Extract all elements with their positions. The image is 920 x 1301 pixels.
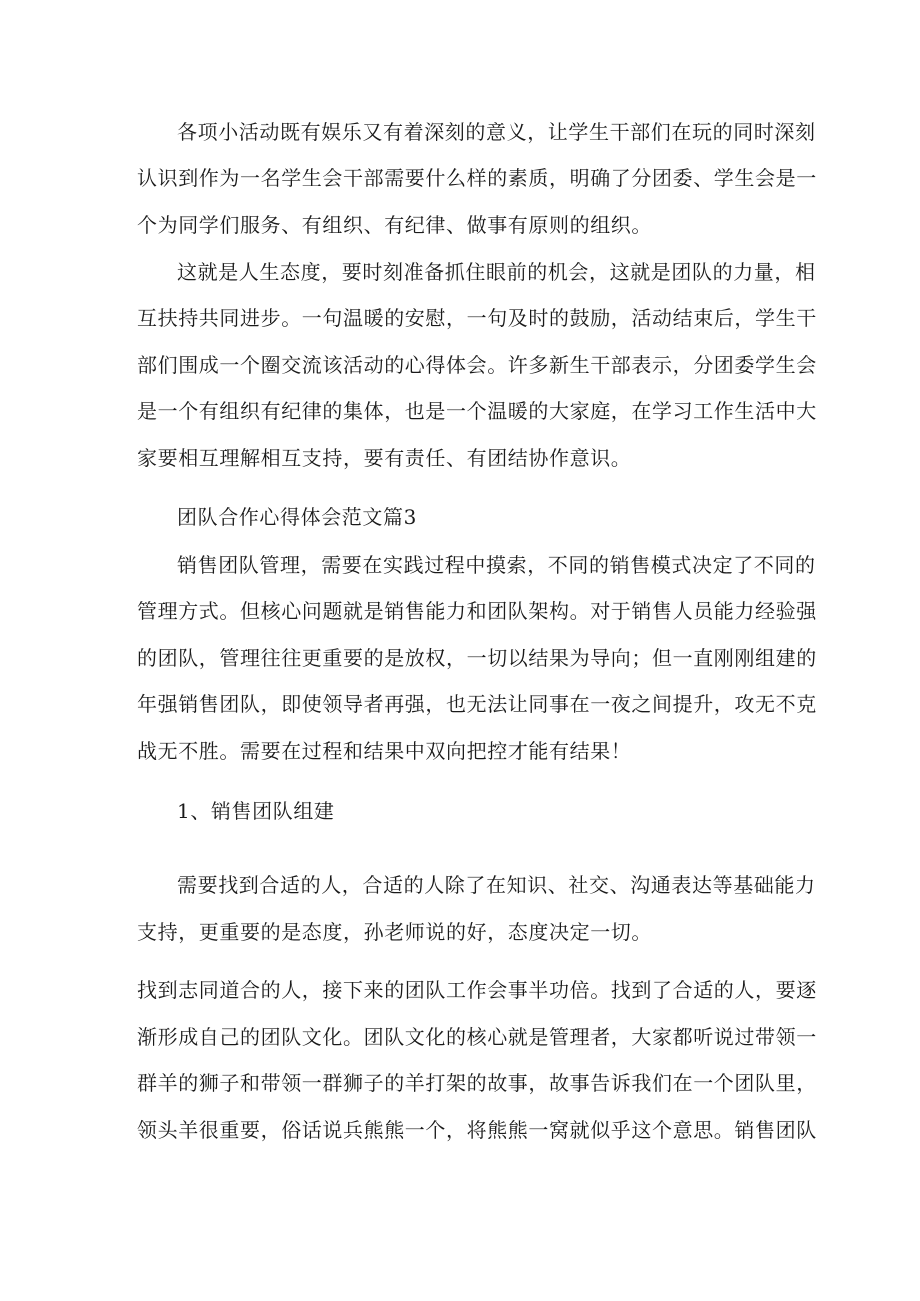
paragraph-5-line-1: 找到志同道合的人，接下来的团队工作会事半功倍。找到了合适的人，要逐 bbox=[137, 978, 817, 1002]
paragraph-2-line-5: 家要相互理解相互支持，要有责任、有团结协作意识。 bbox=[137, 446, 632, 470]
paragraph-2-line-3: 部们围成一个圈交流该活动的心得体会。许多新生干部表示，分团委学生会 bbox=[137, 353, 817, 377]
paragraph-3-line-4: 年强销售团队，即使领导者再强，也无法让同事在一夜之间提升，攻无不克 bbox=[137, 692, 817, 716]
paragraph-5-line-3: 群羊的狮子和带领一群狮子的羊打架的故事，故事告诉我们在一个团队里， bbox=[137, 1071, 817, 1095]
paragraph-1-line-2: 认识到作为一名学生会干部需要什么样的素质，明确了分团委、学生会是一 bbox=[137, 166, 817, 190]
paragraph-3-line-2: 管理方式。但核心问题就是销售能力和团队架构。对于销售人员能力经验强 bbox=[137, 599, 817, 623]
paragraph-3-line-5: 战无不胜。需要在过程和结果中双向把控才能有结果！ bbox=[137, 739, 632, 763]
paragraph-3-line-1: 销售团队管理，需要在实践过程中摸索，不同的销售模式决定了不同的 bbox=[177, 553, 816, 577]
paragraph-4-line-2: 支持，更重要的是态度，孙老师说的好，态度决定一切。 bbox=[137, 920, 652, 944]
subsection-heading: 1、销售团队组建 bbox=[177, 799, 335, 823]
paragraph-2-line-4: 是一个有组织有纪律的集体，也是一个温暖的大家庭，在学习工作生活中大 bbox=[137, 399, 817, 423]
paragraph-5-line-4: 领头羊很重要，俗话说兵熊熊一个，将熊熊一窝就似乎这个意思。销售团队 bbox=[137, 1118, 817, 1142]
paragraph-5-line-2: 渐形成自己的团队文化。团队文化的核心就是管理者，大家都听说过带领一 bbox=[137, 1025, 817, 1049]
paragraph-2-line-1: 这就是人生态度，要时刻准备抓住眼前的机会，这就是团队的力量，相 bbox=[177, 260, 816, 284]
paragraph-3-line-3: 的团队，管理往往更重要的是放权，一切以结果为导向；但一直刚刚组建的 bbox=[137, 646, 817, 670]
paragraph-2-line-2: 互扶持共同进步。一句温暖的安慰，一句及时的鼓励，活动结束后，学生干 bbox=[137, 306, 817, 330]
paragraph-4-line-1: 需要找到合适的人，合适的人除了在知识、社交、沟通表达等基础能力 bbox=[177, 873, 816, 897]
paragraph-1-line-1: 各项小活动既有娱乐又有着深刻的意义，让学生干部们在玩的同时深刻 bbox=[177, 120, 816, 144]
section-heading: 团队合作心得体会范文篇3 bbox=[177, 505, 417, 529]
paragraph-1-line-3: 个为同学们服务、有组织、有纪律、做事有原则的组织。 bbox=[137, 213, 652, 237]
